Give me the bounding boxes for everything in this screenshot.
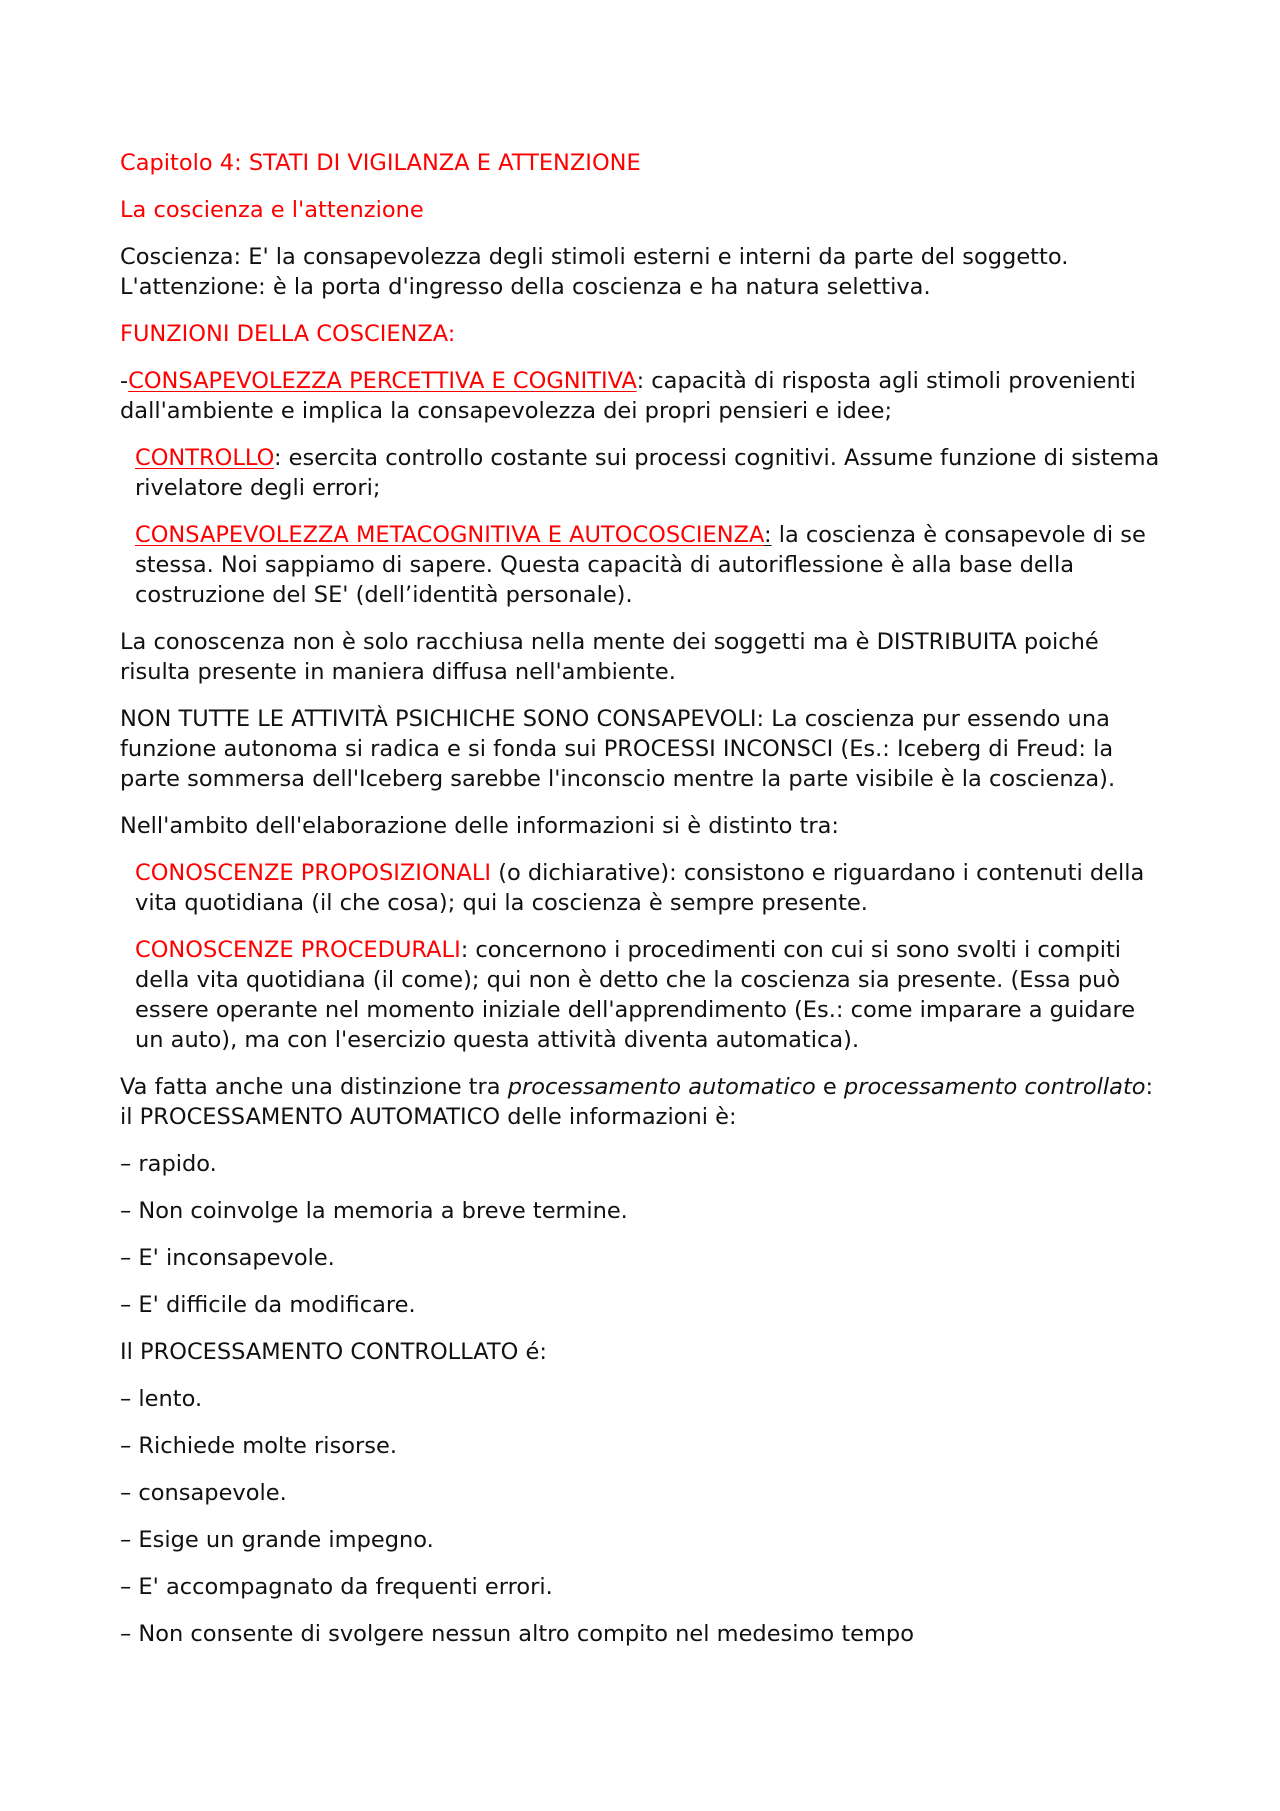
function-item xyxy=(120,443,1170,503)
automatic-list xyxy=(120,1149,1170,1320)
list-item: – Richiede molte risorse. xyxy=(120,1433,397,1459)
list-item: – E' inconsapevole. xyxy=(120,1245,335,1271)
text-run: : il PROCESSAMENTO AUTOMATICO delle informazioni è: xyxy=(120,1074,1154,1130)
text-run: e xyxy=(815,1074,844,1100)
paragraph-distinzione xyxy=(120,1072,1170,1132)
italic-term: processamento automatico xyxy=(507,1074,816,1100)
function-term: CONTROLLO xyxy=(135,445,274,471)
chapter-title: Capitolo 4: STATI DI VIGILANZA E ATTENZIONE xyxy=(120,150,641,176)
list-item: – E' difficile da modificare. xyxy=(120,1292,416,1318)
function-text: : capacità di risposta agli stimoli provenienti dall'ambiente e implica la consapevolezza dei propri pensieri e idee; xyxy=(120,368,1136,424)
knowledge-term: CONOSCENZE PROCEDURALI xyxy=(135,937,461,963)
intro-paragraph xyxy=(120,242,1170,302)
function-item xyxy=(120,366,1170,426)
function-term: CONSAPEVOLEZZA METACOGNITIVA E AUTOCOSCIENZA xyxy=(135,522,764,548)
list-item: – Esige un grande impegno. xyxy=(120,1527,434,1553)
function-item xyxy=(120,520,1170,610)
section-title: La coscienza e l'attenzione xyxy=(120,197,424,223)
function-colon: : xyxy=(763,522,772,548)
list-item: – lento. xyxy=(120,1386,203,1412)
knowledge-text: (o dichiarative): consistono e riguardano i contenuti della vita quotidiana (il che cosa); qui la coscienza è sempre presente. xyxy=(135,860,1145,916)
function-term: CONSAPEVOLEZZA PERCETTIVA E COGNITIVA xyxy=(128,368,637,394)
knowledge-item xyxy=(120,858,1170,918)
knowledge-text: : concernono i procedimenti con cui si sono svolti i compiti della vita quotidiana (il come); qui non è detto che la coscienza sia presente. (Essa può essere operante nel momento iniziale dell'apprendimento (Es.: come imparare a guidare un auto), ma con l'esercizio questa attività diventa automatica). xyxy=(135,937,1136,1053)
paragraph-distribuita: La conoscenza non è solo racchiusa nella mente dei soggetti ma è DISTRIBUITA poiché risulta presente in maniera diffusa nell'ambiente. xyxy=(120,629,1099,685)
knowledge-term: CONOSCENZE PROPOSIZIONALI xyxy=(135,860,492,886)
controlled-list xyxy=(120,1384,1170,1649)
italic-term: processamento controllato xyxy=(843,1074,1146,1100)
controlled-heading: Il PROCESSAMENTO CONTROLLATO é: xyxy=(120,1339,547,1365)
document-body xyxy=(120,148,1170,1666)
paragraph-ambito: Nell'ambito dell'elaborazione delle informazioni si è distinto tra: xyxy=(120,813,839,839)
list-item: – Non coinvolge la memoria a breve termine. xyxy=(120,1198,628,1224)
function-text: : esercita controllo costante sui processi cognitivi. Assume funzione di sistema rivelatore degli errori; xyxy=(135,445,1160,501)
function-text: la coscienza è consapevole di se stessa. Noi sappiamo di sapere. Questa capacità di autoriflessione è alla base della costruzione del SE' (dell’identità personale). xyxy=(135,522,1146,608)
knowledge-item xyxy=(120,935,1170,1055)
functions-heading: FUNZIONI DELLA COSCIENZA: xyxy=(120,321,456,347)
list-item: – rapido. xyxy=(120,1151,217,1177)
paragraph-non-tutte: NON TUTTE LE ATTIVITÀ PSICHICHE SONO CONSAPEVOLI: La coscienza pur essendo una funzione autonoma si radica e si fonda sui PROCESSI INCONSCI (Es.: Iceberg di Freud: la parte sommersa dell'Iceberg sarebbe l'inconscio mentre la parte visibile è la coscienza). xyxy=(120,706,1116,792)
text-run: Va fatta anche una distinzione tra xyxy=(120,1074,508,1100)
list-item: – Non consente di svolgere nessun altro compito nel medesimo tempo xyxy=(120,1621,914,1647)
list-item: – consapevole. xyxy=(120,1480,287,1506)
dash-prefix: - xyxy=(120,368,129,394)
intro-line-2: L'attenzione: è la porta d'ingresso della coscienza e ha natura selettiva. xyxy=(120,274,931,300)
intro-line-1: Coscienza: E' la consapevolezza degli stimoli esterni e interni da parte del soggetto. xyxy=(120,244,1069,270)
list-item: – E' accompagnato da frequenti errori. xyxy=(120,1574,553,1600)
